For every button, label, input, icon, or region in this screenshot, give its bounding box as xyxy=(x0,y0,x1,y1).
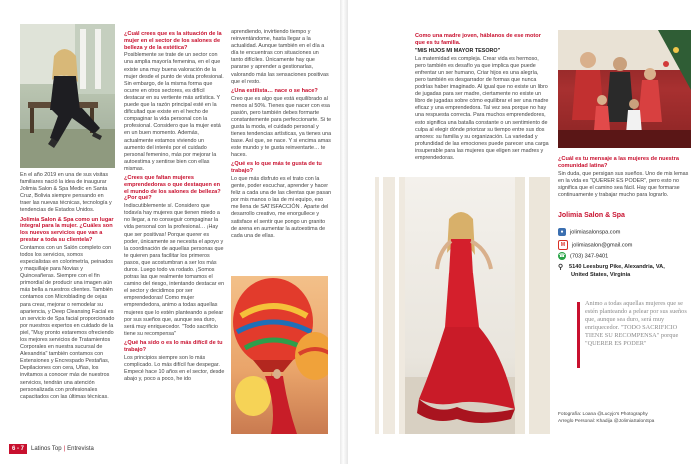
question-women-situation: ¿Cuál crees que es la situación de la mujer en el sector de los salones de belleza y de la estética? xyxy=(124,31,222,51)
question-hardest: ¿Qué ha sido o es lo más difícil de tu trabajo? xyxy=(124,339,223,353)
balloon-illustration xyxy=(231,276,328,434)
answer-favorite: Lo que más disfruto es el trato con la gente, poder escuchar, aprender y hacer feliz a cada una de las clientas que pasan por mis manos o las de mi equipo, eso me llena de SATISFACCIÓN . Aparte del desarrollo creativo, me enorgullece y satisface el sentir que pongo un granito de arena en aumentar la autoestima de cada una de ellas. xyxy=(231,175,332,239)
email-text: jolimiasalon@gmail.com xyxy=(572,242,633,249)
credit-photography: Fotografía: Loana @Lucyjo's Photography xyxy=(558,412,648,417)
answer-family: La maternidad es compleja. Crear vida es hermoso, pero también es desafío ya que implica que puede enfrentar un ser humano, Criar hijos es una alegría, pero también es desgarrador de formas que nunca podrías haber imaginado. Al igual que no existe un libro de jugadas para ser madre, ciertamente no existe un libro de jugadas sobre cómo equilibrar el ser una madre eficaz y una emprendedora. Tal vez sea porque no hay una respuesta correcta. Para muchos emprendedores, esto significa una batalla constante o un sentimiento de culpa al elegir dónde priorizar su tiempo entre sus dos amores: su familia y su organización. La variedad y profundidad de las emociones puede parecer una carga insuperable para las mujeres que eligen ser madres y emprendedoras. xyxy=(415,55,549,161)
photo-credits xyxy=(558,412,693,425)
family-quote: "MIS HIJOS MI MAYOR TESORO" xyxy=(415,47,501,54)
question-entrepreneurs: ¿Crees que faltan mujeres emprendedoras o que destaquen en el mundo de los salones de belleza? ¿Por qué? xyxy=(124,174,221,202)
pull-quote-bar xyxy=(577,302,580,368)
pull-quote: Animo a todas aquellas mujeres que se estén planteando a pelear por sus sueños que, aunque sea duro, será muy enriquecedor. "TODO SACRIFICIO TIENE SU RECOMPENSA" porque "QUERER ES PODER" xyxy=(585,300,687,347)
gmail-icon: M xyxy=(558,240,568,250)
credit-styling: Arreglo Personal: Khadija @JolimiaSalonSpa xyxy=(558,418,655,424)
contact-website[interactable] xyxy=(558,228,620,237)
address-line-1: 5140 Leesburg Pike, Alexandria, VA, xyxy=(569,264,665,270)
footer-separator: | xyxy=(63,446,66,452)
page-number: 6 - 7 xyxy=(9,444,27,454)
photo-red-dress xyxy=(375,177,550,434)
question-message: ¿Cuál es tu mensaje a las mujeres de nuestra comunidad latina? xyxy=(558,156,679,169)
answer-entrepreneurs: Indiscutiblemente sí. Considero que todavía hay mujeres que tienen miedo a no llegar, a no conseguir compaginar la vida personal con la profesional… ¡Hay que ser positivas! Porque querer es poder, únicamente se necesita el apoyo y la coordinación de aquellas personas que te quieren para facilitar los primeros pasos, que acostumbran a ser los más duros. Luego todo va rodado. ¡Somos potras las que realmente tomamos el camino del riesgo, intentando destacar en el sector y decidimos por ser emprendedoras! Como mujer emprendedora, animo a todas aquellas mujeres que lo estén planteando a pelear por sus sueños que, aunque sea duro, será muy enriquecedor. "Todo sacrificio tiene su recompensa" xyxy=(124,203,225,337)
section-name: Entrevista xyxy=(67,446,94,452)
photo-seated-portrait xyxy=(20,24,115,168)
website-text: jolimiasalonspa.com xyxy=(570,229,621,236)
question-stylist: ¿Una estilista… nace o se hace? xyxy=(231,87,318,94)
photo-balloons xyxy=(231,276,328,434)
answer-hardest-continued: aprendiendo, invirtiendo tiempo y reinventándome, hasta llegar a la actualidad. Aunque también en el día a día te encuentras con situaciones un tanto difíciles. Únicamente hay que pararse y aprender a gestionarlas, valorando más las sensaciones positivas que el resto. xyxy=(231,29,329,85)
seated-portrait-illustration xyxy=(20,24,115,168)
publication-name: Latinos Top xyxy=(31,446,62,452)
column-4 xyxy=(415,31,550,163)
answer-message: Sin duda, que persigan sus sueños. Uno de mis lemas en la vida es "QUERER ES PODER", pero esto no significa que el camino sea fácil. Hay que formarse continuamente y trabajar mucho para lograrlo. xyxy=(558,170,689,198)
intro-paragraph: En el año 2019 en una de sus visitas familiares nació la idea de inaugurar Jolimia Salon & Spa Medic en Santa Cruz, Bolivia siempre pensando en traer las nuevas técnicas, tecnología y tendencias de Estados Unidos. xyxy=(20,172,112,214)
question-favorite: ¿Qué es lo que más te gusta de tu trabajo? xyxy=(231,161,322,175)
contact-phone[interactable] xyxy=(558,252,608,261)
column-1 xyxy=(20,172,115,402)
column-2 xyxy=(124,29,225,384)
family-illustration xyxy=(558,30,691,148)
phone-text: (703) 347-9401 xyxy=(570,253,609,260)
page-footer xyxy=(0,443,342,464)
question-services: Jolimia Salon & Spa como un lugar integral para la mujer. ¿Cuáles son los nuevos servicios que van a prestar a toda su clientela? xyxy=(20,216,114,243)
contact-address xyxy=(558,264,693,280)
page-gutter xyxy=(340,0,348,464)
answer-women-situation: Posiblemente se trate de un sector con una amplia mayoría femenina, en el que existe una muy buena valoración de la mujer desde el punto de vista profesional. Sin embargo, de la misma forma que ocurre en otros sectores, es difícil destacar en su vertiente más artística. Y puede que la razón principal esté en la dificultad que existe en el hecho de compaginar la vida personal con la profesional. Considero que la mujer está en un buen momento. Además, actualmente estamos viviendo un aumento del interés por el cuidado personal femenino, más por mejorar la autoestima y sentirse bien con ellas mismas. xyxy=(124,52,224,172)
globe-icon: ● xyxy=(558,228,566,236)
question-family: Como una madre joven, háblanos de ese motor que es tu familia. xyxy=(415,33,541,46)
column-3 xyxy=(231,29,332,241)
red-dress-illustration xyxy=(375,177,550,434)
contact-email[interactable] xyxy=(558,240,632,249)
answer-hardest: Los principios siempre son lo más complicado. Lo más difícil fue despegar. Empecé hace 10 años en el sector, desde abajo y, poco a poco, he ido xyxy=(124,354,225,382)
contact-heading: Jolimia Salon & Spa xyxy=(558,212,625,219)
answer-services: Contamos con un Salón completo con todos los servicios, somos especialistas en colorimetría, peinados y maquillaje para Novias y Quinceañeras. Siempre con el fin primordial de producir una imagen aún más bella a nuestros clientes. También contamos con Microblading de cejas para crear, mejorar o remodelar su apariencia, y Deep Cleansing Facial es un servicio de Spa facial proporcionado por nuestros expertos en cuidado de la piel, "Muy pronto estaremos ofreciendo los mejores servicios de Tratamientos Corporales en nuestra sucursal de Alexandria" también contamos con Extensiones y Encrespado Pestañas, Depilaciones con cera, Uñas, los invitamos a conocer más de nuestros servicios, tendrán una atención personalizada con profesionales capacitados con las últimas técnicas. xyxy=(20,244,115,400)
whatsapp-icon: ☎ xyxy=(558,253,566,259)
answer-stylist: Creo que es algo que está equilibrado al menos al 50%. Tienes que nacer con esa pasión, pero también debes formarte constantemente para perfeccionarte. Si te gusta la moda, el cuidado personal y tienes tendencias artísticas, ya tienes una base. Así que, se nace. Y si encima amas este mundo y te gusta reinventarte… te haces. xyxy=(231,95,332,159)
column-5 xyxy=(558,154,691,200)
location-pin-icon: ⚲ xyxy=(558,264,564,271)
photo-family xyxy=(558,30,691,148)
footer-label xyxy=(31,444,94,454)
address-line-2: United States, Virginia xyxy=(571,272,631,278)
